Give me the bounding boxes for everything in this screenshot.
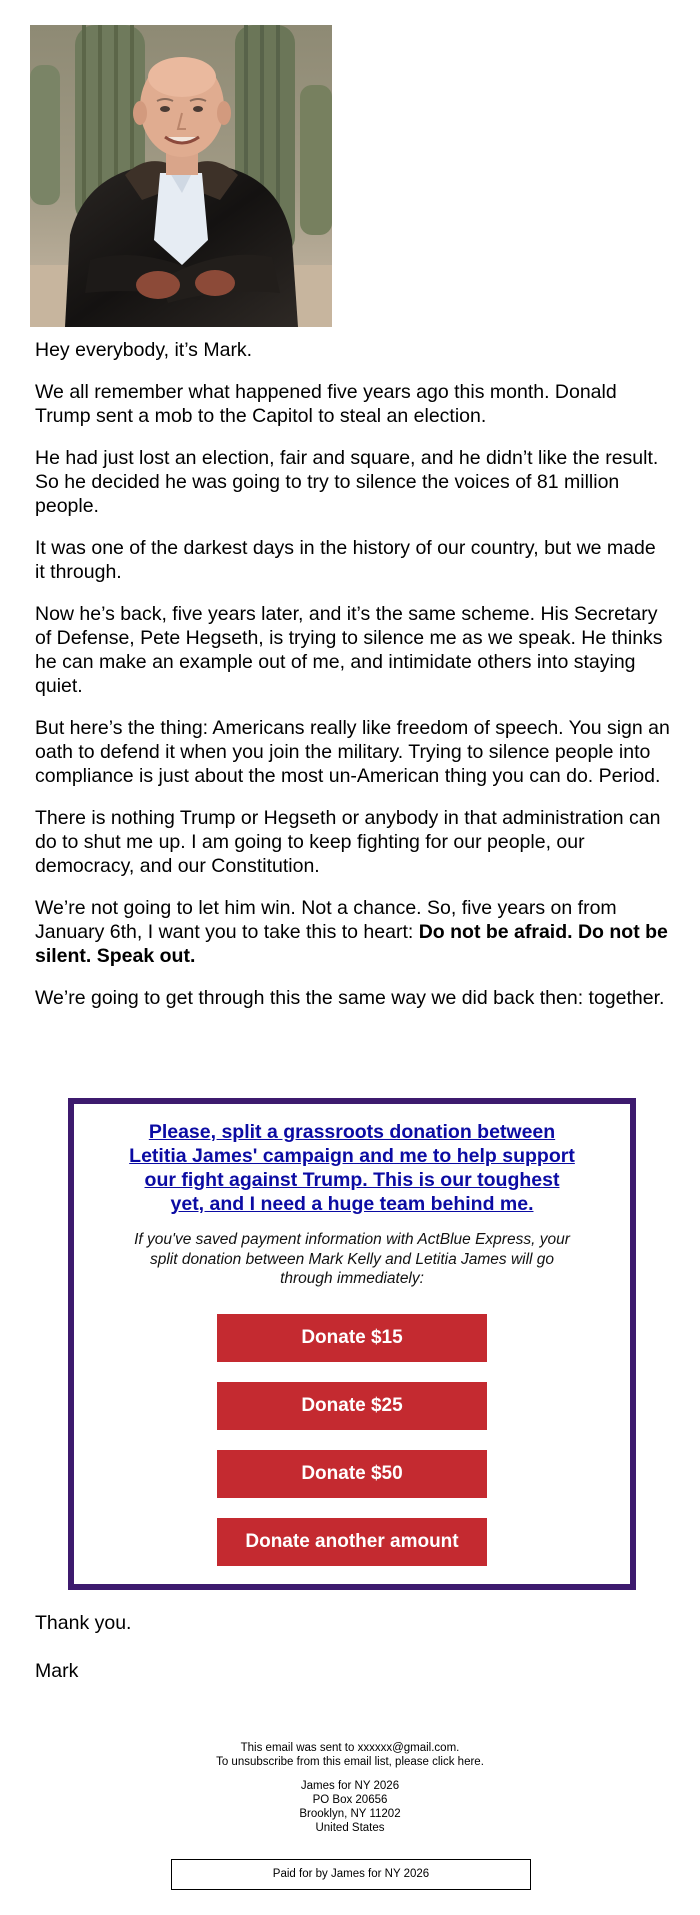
message-text: We’re not going to let him win. Not a chance. So, five years on from January 6th, I want you to take this to heart: xyxy=(35,897,617,943)
donate-button-list xyxy=(74,1314,630,1566)
address-line: PO Box 20656 xyxy=(312,1794,388,1806)
message-paragraph: But here’s the thing: Americans really like freedom of speech. You sign an oath to defend it when you join the military. Trying to silence people into compliance is just about the most un-American thing you can do. Period. xyxy=(35,717,670,787)
message-paragraph: There is nothing Trump or Hegseth or anybody in that administration can do to shut me up. I am going to keep fighting for our people, our democracy, and our Constitution. xyxy=(35,807,661,877)
donation-box xyxy=(68,1098,636,1590)
unsubscribe-link[interactable]: To unsubscribe from this email list, please click here. xyxy=(216,1756,484,1768)
donate-50-button[interactable]: Donate $50 xyxy=(217,1450,487,1498)
donation-ask-link[interactable]: Please, split a grassroots donation between Letitia James' campaign and me to help support our fight against Trump. This is our toughest yet, and I need a huge team behind me. xyxy=(129,1121,575,1215)
email-message xyxy=(35,338,670,1028)
address-line: Brooklyn, NY 11202 xyxy=(299,1808,401,1820)
email-footer xyxy=(0,1741,700,1835)
signoff xyxy=(35,1611,131,1707)
message-paragraph: Hey everybody, it’s Mark. xyxy=(35,339,253,361)
paid-for-disclaimer: Paid for by James for NY 2026 xyxy=(171,1859,531,1890)
message-paragraph: Now he’s back, five years later, and it’s the same scheme. His Secretary of Defense, Pete Hegseth, is trying to silence me as we speak. He thinks he can make an example out of me, and intimidate others into staying quiet. xyxy=(35,603,663,697)
donate-25-button[interactable]: Donate $25 xyxy=(217,1382,487,1430)
sent-to-notice: This email was sent to xxxxxx@gmail.com. xyxy=(240,1742,460,1754)
message-paragraph: We all remember what happened five years ago this month. Donald Trump sent a mob to the Capitol to steal an election. xyxy=(35,381,617,427)
thank-you-text: Thank you. xyxy=(35,1612,132,1634)
actblue-express-note: If you've saved payment information with ActBlue Express, your split donation between Mark Kelly and Letitia James will go through immediately: xyxy=(134,1231,570,1287)
message-emphasis: Do not be afraid. Do not be silent. Speak out. xyxy=(35,921,668,967)
message-paragraph xyxy=(35,896,670,968)
message-paragraph: We’re going to get through this the same way we did back then: together. xyxy=(35,987,665,1009)
donate-other-amount-button[interactable]: Donate another amount xyxy=(217,1518,487,1566)
org-name: James for NY 2026 xyxy=(300,1780,400,1792)
candidate-photo xyxy=(30,25,332,327)
candidate-photo-illustration xyxy=(30,25,332,327)
message-paragraph: It was one of the darkest days in the history of our country, but we made it through. xyxy=(35,537,656,583)
signature-name: Mark xyxy=(35,1660,79,1682)
donate-15-button[interactable]: Donate $15 xyxy=(217,1314,487,1362)
message-paragraph: He had just lost an election, fair and square, and he didn’t like the result. So he decided he was going to try to silence the voices of 81 million people. xyxy=(35,447,659,517)
address-country: United States xyxy=(315,1822,385,1834)
